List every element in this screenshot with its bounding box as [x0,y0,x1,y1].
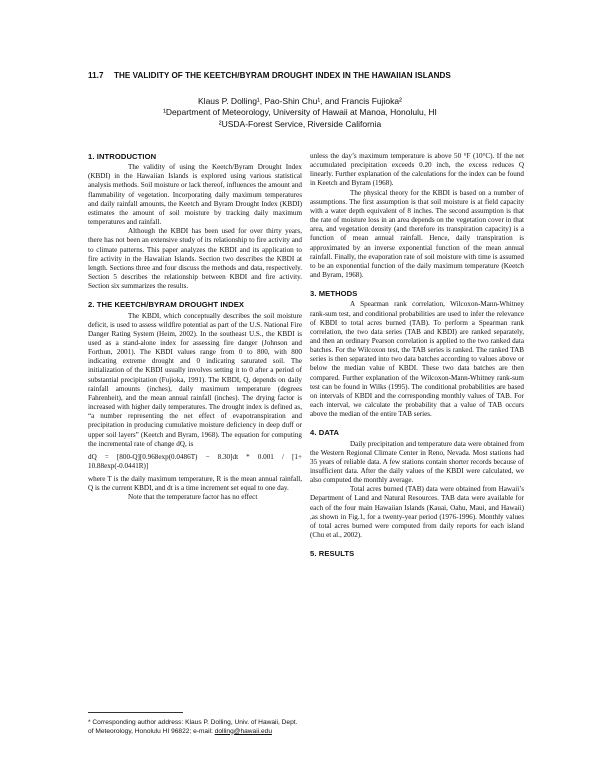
author-affiliation-1: ¹Department of Meteorology, University of Hawaii at Manoa, Honolulu, HI [163,107,437,118]
footnote-divider [88,712,183,713]
kbdi-paragraph-2: where T is the daily maximum temperature, R is the mean annual rainfall, Q is the current KBDI, and dt is a time increment set equal to one day. [88,475,302,493]
left-column [88,152,302,503]
author-names: Klaus P. Dolling¹, Pao-Shin Chu¹, and Francis Fujioka² [198,96,402,106]
intro-paragraph-1: The validity of using the Keetch/Byram Drought Index (KBDI) in the Hawaiian Islands is explored using various statistical analysis methods. Soil moisture or lack thereof, influences the amount and flammability of vegetation. Incorporating daily maximum temperatures and daily rainfall amounts, the Keetch and Byram Drought Index (KBDI) estimates the amount of soil moisture by tracking daily maximum temperatures and rainfall. [88,163,302,227]
paper-number: 11.7 [88,71,104,80]
section-heading-methods: 3. METHODS [310,289,358,299]
kbdi-paragraph-3: Note that the temperature factor has no effect [128,493,258,502]
kbdi-paragraph-5: The physical theory for the KBDI is based on a number of assumptions. The first assumption is that soil moisture is at field capacity with a water depth equivalent of 8 inches. The second assumption is that the rate of moisture loss in an area depends on the vegetation cover in that area, and vegetation density (and therefore its transpiration capacity) is a function of mean annual rainfall. Hence, daily transpiration is approximated by an inverse exponential function of the mean annual rainfall. Finally, the evaporation rate of soil moisture with time is assumed to be an exponential function of the daily maximum temperature (Keetch and Byram, 1968). [310,188,524,280]
kbdi-paragraph-4: unless the day’s maximum temperature is above 50 °F (10°C). If the net accumulated precipitation exceeds 0.20 inch, the excess reduces Q linearly. Further explanation of the calculations for the index can be found in Keetch and Byram (1968). [310,152,524,188]
methods-paragraph-1: A Spearman rank correlation, Wilcoxon-Mann-Whitney rank-sum test, and conditional probabilities are used to infer the relevance of KBDI to total acres burned (TAB). To perform a Spearman rank correlation, the two data series (TAB and KBDI) are ranked separately, and then an ordinary Pearson correlation is applied to the two ranked data batches. For the Wilcoxon test, the TAB series is ranked. The ranked TAB series is then separated into two data batches according to values above or below the median value of KBDI. These two data batches are then compared. Further explanation of the Wilcoxon-Mann-Whitney rank-sum test can be found in Wilks (1995). The conditional probabilities are based on intervals of KBDI and the corresponding monthly values of TAB. For each interval, we calculate the probability that a value of TAB occurs above the median of the entire TAB series. [310,300,524,419]
corresponding-author-footnote [88,712,302,736]
paper-title-text: THE VALIDITY OF THE KEETCH/BYRAM DROUGHT INDEX IN THE HAWAIIAN ISLANDS [114,71,451,80]
right-column [310,152,524,560]
author-block [88,96,512,130]
kbdi-paragraph-1: The KBDI, which conceptually describes the soil moisture deficit, is used to assess wildfire potential as part of the U.S. National Fire Danger Rating System (Heim, 2002). In the southeast U.S., the KBDI is used as a stand-alone index for assessing fire danger (Johnson and Forthun, 2001). The KBDI values range from 0 to 800, with 800 indicating extreme drought and 0 indicating saturated soil. The initialization of the KBDI usually involves setting it to 0 after a period of substantial precipitation (Fujioka, 1991). The KBDI, Q, depends on daily rainfall amounts (inches), daily maximum temperature (degrees Fahrenheit), and the mean annual rainfall (inches). The drying factor is increased with higher daily temperatures. The drought index is defined as, “a number representing the net effect of evapotranspiration and precipitation in producing cumulative moisture deficiency in deep duff or upper soil layers” (Keetch and Byram, 1968). The equation for computing the incremental rate of change dQ, is [88,311,302,448]
data-paragraph-1: Daily precipitation and temperature data were obtained from the Western Regional Climate Center in Reno, Nevada. Most stations had 35 years of reliable data. A few stations contain shorter records because of insufficient data. After the daily values of the KBDI were calculated, we also computed the monthly average. [310,439,524,485]
intro-paragraph-2: Although the KBDI has been used for over thirty years, there has not been an extensive study of its relationship to fire activity and to climate patterns. This paper analyzes the KBDI and its application to fire activity in the Hawaiian Islands. Section two describes the KBDI at length. Sections three and four discuss the methods and data, respectively. Section 5 describes the relationship between KBDI and fire activity. Section six summarizes the results. [88,227,302,291]
section-heading-results: 5. RESULTS [310,549,355,559]
section-heading-data: 4. DATA [310,428,340,438]
data-paragraph-2: Total acres burned (TAB) data were obtained from Hawaii’s Department of Land and Natural Resources. TAB data were available for each of the four main Hawaiian Islands (Kauai, Oahu, Maui, and Hawaii) ,as shown in Fig.1, for a twenty-year period (1976-1996). Monthly values of total acres burned were computed from daily reports for each island (Chu et al., 2002). [310,485,524,540]
section-heading-introduction: 1. INTRODUCTION [88,152,157,161]
kbdi-equation: dQ = [800-Q][0.968exp(0.0486T) − 8.30]dt * 0.001 / [1+ 10.88exp(-0.0441R)] [88,452,302,470]
footnote-text: * Corresponding author address: Klaus P. Dolling, Univ. of Hawaii, Dept. of Meteorology, Honolulu HI 96822; e-mail: [88,719,298,735]
author-email-link[interactable]: dolling@hawaii.edu [214,727,272,735]
author-affiliation-2: ²USDA-Forest Service, Riverside California [218,118,382,129]
paper-title [88,71,568,80]
section-heading-kbdi: 2. THE KEETCH/BYRAM DROUGHT INDEX [88,300,245,310]
